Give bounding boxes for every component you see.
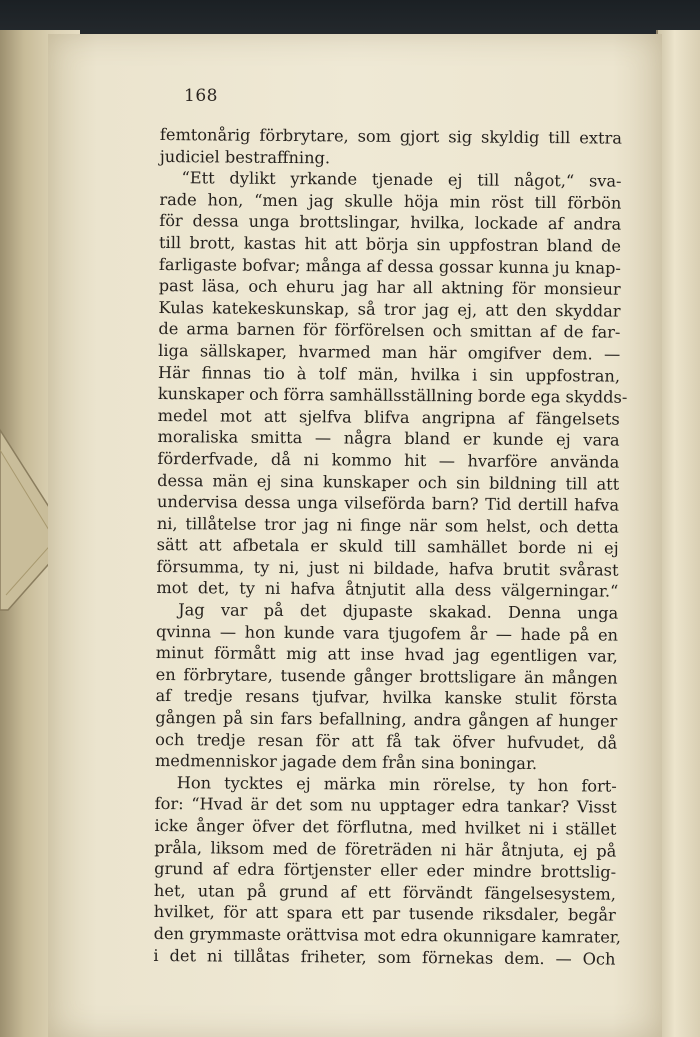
page-text <box>153 124 628 970</box>
text-line: dessa män ej sina kunskaper och sin bildning till att <box>157 470 620 494</box>
text-line: moraliska smitta — några bland er kunde ej vara <box>157 427 620 450</box>
text-line: till brott, kastas hit att börja sin uppfostran bland de <box>158 232 622 256</box>
text-line: femtonårig förbrytare, som gjort sig skyldig till extra <box>159 124 622 148</box>
text-line: ni, tillåtelse tror jag ni finge när som helst, och detta <box>156 513 619 537</box>
text-line: en förbrytare, tusende gånger brottsligare än mången <box>155 664 618 688</box>
text-line: medel mot att sjelfva blifva angripna af fängelsets <box>157 405 620 429</box>
text-line: undervisa dessa unga vilseförda barn? Tid dertill hafva <box>156 492 620 515</box>
text-line: för dessa unga brottslingar, hvilka, lockade af andra <box>159 211 622 235</box>
text-line: af tredje resans tjufvar, hvilka kanske stulit första <box>155 686 618 710</box>
text-line: sätt att afbetala er skuld till samhället borde ni ej <box>156 535 619 558</box>
text-line: gången på sin fars befallning, andra gången af hunger <box>155 708 618 731</box>
text-line: hvilket, för att spara ett par tusende riksdaler, begår <box>153 902 616 925</box>
text-line: for: “Hvad är det som nu upptager edra tankar? Visst <box>154 794 617 818</box>
text-line: judiciel bestraffning. <box>159 146 331 167</box>
text-line: icke ånger öfver det förflutna, med hvilket ni i stället <box>154 815 617 839</box>
text-line: Här finnas tio à tolf män, hvilka i sin uppfostran, <box>157 362 621 386</box>
page-number: 168 <box>184 86 218 106</box>
text-line: liga sällskaper, hvarmed man här omgifver dem. — <box>158 340 621 364</box>
text-line: de arma barnen för förförelsen och smittan af de far- <box>158 319 621 342</box>
text-line: “Ett dylikt yrkande tjenade ej till något,“ sva- <box>181 168 622 191</box>
next-page-edge <box>656 30 700 1037</box>
text-line: mot det, ty ni hafva åtnjutit alla dess välgerningar.“ <box>156 578 619 602</box>
text-line: pråla, liksom med de företräden ni här åtnjuta, ej på <box>154 837 617 861</box>
text-line: kunskaper och förra samhällsställning borde ega skydds- <box>157 384 628 407</box>
text-line: medmenniskor jagade dem från sina boningar. <box>154 751 538 774</box>
text-line: grund af edra förtjenster eller eder mindre brottslig- <box>154 859 617 882</box>
text-line: het, utan på grund af ett förvändt fängelsesystem, <box>153 880 617 904</box>
text-line: qvinna — hon kunde vara tjugofem år — hade på en <box>155 621 619 645</box>
text-line: förderfvade, då ni kommo hit — hvarföre använda <box>157 448 620 472</box>
text-line: farligaste bofvar; många af dessa gossar kunna ju knap- <box>158 254 621 278</box>
text-line: Jag var på det djupaste skakad. Denna unga <box>178 600 619 623</box>
text-line: Kulas katekeskunskap, så tror jag ej, att den skyddar <box>158 297 621 321</box>
text-line: i det ni tillåtas friheter, som förnekas dem. — Och <box>153 945 616 969</box>
text-line: och tredje resan för att få tak öfver hufvudet, då <box>155 729 618 753</box>
text-line: försumma, ty ni, just ni bildade, hafva brutit svårast <box>156 556 619 580</box>
text-line: rade hon, “men jag skulle höja min röst till förbön <box>159 189 622 213</box>
text-line: minut förmått mig att inse hvad jag egentligen var, <box>155 643 618 666</box>
text-line: past läsa, och ehuru jag har all aktning för monsieur <box>158 276 621 299</box>
text-line: Hon tycktes ej märka min rörelse, ty hon fort- <box>176 772 617 796</box>
text-line: den grymmaste orättvisa mot edra okunnigare kamrater, <box>153 923 622 947</box>
